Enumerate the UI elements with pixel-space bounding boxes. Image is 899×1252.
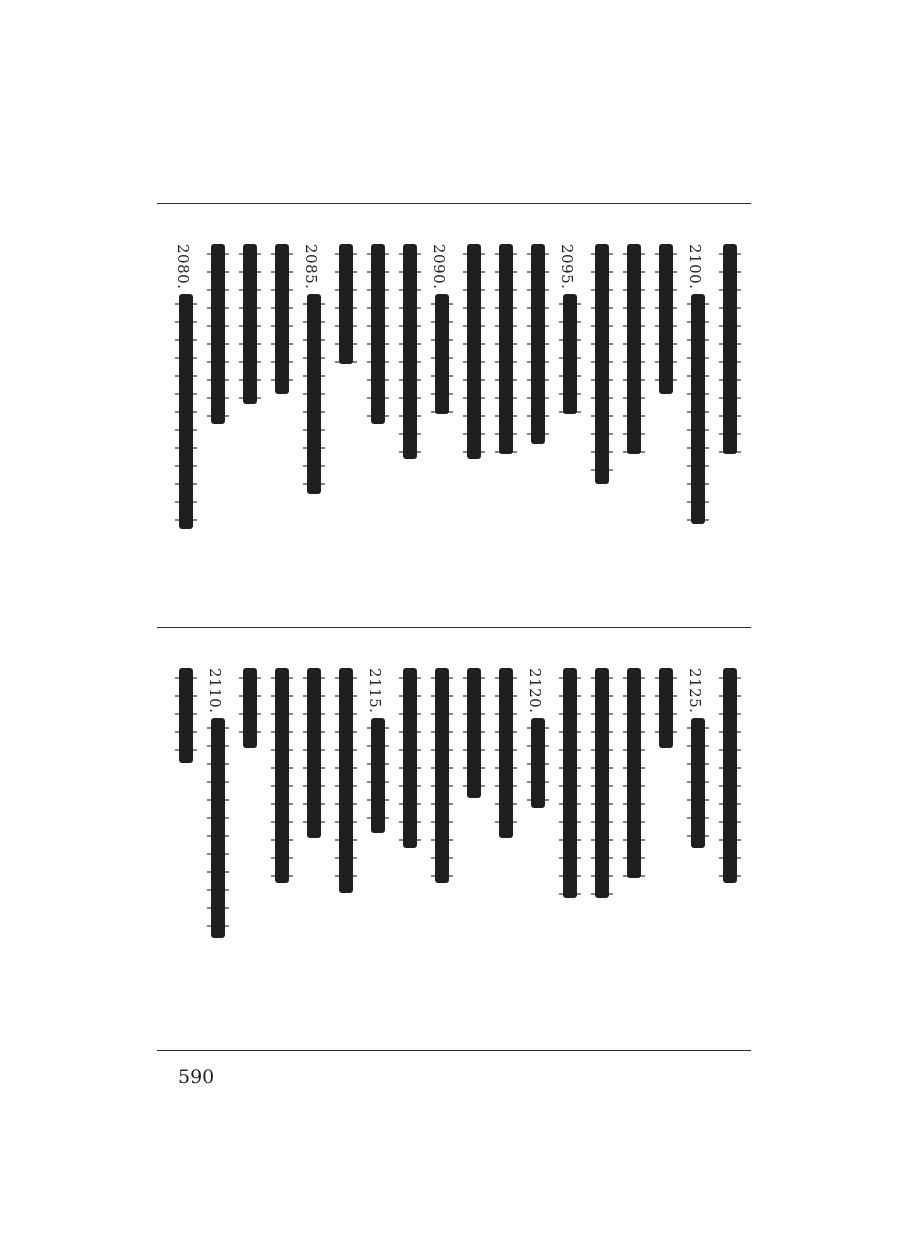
text-column [589,244,615,604]
text-column [653,244,679,604]
text-column [717,668,743,1028]
text-column [429,294,455,654]
text-column [365,244,391,604]
text-column [301,294,327,654]
text-column [333,668,359,1028]
text-column [525,244,551,604]
text-column [461,668,487,1028]
text-column [397,244,423,604]
text-column [269,668,295,1028]
text-column [173,668,199,1028]
text-column [397,668,423,1028]
text-column [173,294,199,654]
line-number: 2085. [302,244,320,290]
line-number: 2110. [206,668,224,714]
text-column [365,718,391,1078]
text-column [621,244,647,604]
line-number: 2120. [526,668,544,714]
text-column [429,668,455,1028]
text-column [621,668,647,1028]
text-column [589,668,615,1028]
text-column [653,668,679,1028]
text-column [333,244,359,604]
upper-text-block [157,210,751,620]
text-column [685,294,711,654]
line-number: 2115. [366,668,384,714]
text-column [525,718,551,1078]
text-column [237,668,263,1028]
text-column [269,244,295,604]
text-column [205,718,231,1078]
line-number: 2080. [174,244,192,290]
line-number: 2095. [558,244,576,290]
text-column [557,668,583,1028]
line-number: 2125. [686,668,704,714]
text-column [685,718,711,1078]
text-column [205,244,231,604]
text-column [461,244,487,604]
page-number: 590 [178,1066,215,1088]
text-column [301,668,327,1028]
bottom-rule [157,1050,751,1051]
line-number: 2100. [686,244,704,290]
line-number: 2090. [430,244,448,290]
text-column [237,244,263,604]
text-column [557,294,583,654]
lower-text-block [157,634,751,1044]
text-column [493,244,519,604]
top-rule [157,203,751,204]
text-column [493,668,519,1028]
text-column [717,244,743,604]
